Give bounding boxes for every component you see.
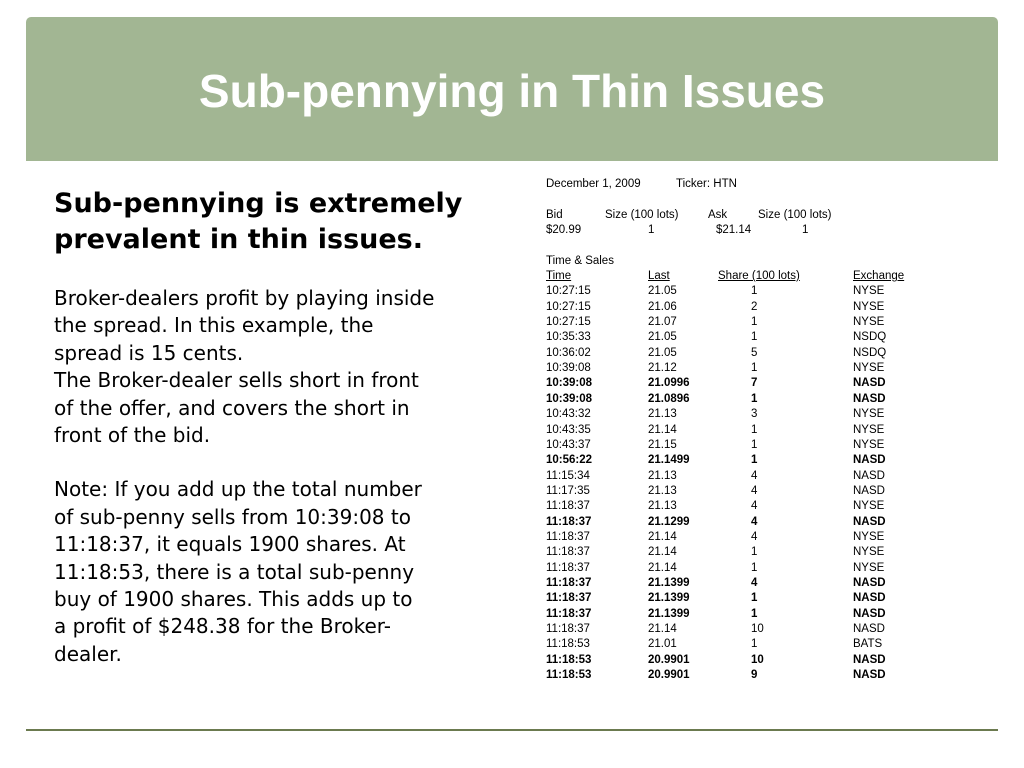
trade-row: [546, 315, 946, 330]
trade-exchange: NYSE: [853, 285, 885, 298]
trade-row: [546, 284, 946, 299]
trade-time: 10:56:22: [546, 454, 593, 467]
trade-exchange: NYSE: [853, 408, 885, 421]
trade-price: 20.9901: [648, 669, 690, 681]
trade-time: 10:39:08: [546, 392, 593, 405]
trade-size: 3: [751, 408, 758, 421]
spacer: [546, 238, 946, 253]
trade-price: 21.05: [648, 346, 677, 359]
time-sales-title-line: [546, 254, 946, 269]
date-label: December 1, 2009: [546, 178, 641, 190]
trade-exchange: NASD: [853, 653, 886, 666]
trade-time: 11:15:34: [546, 469, 590, 482]
trade-exchange: NYSE: [853, 362, 885, 375]
explanation-line: front of the bid.: [54, 423, 211, 448]
trade-time: 11:18:37: [546, 576, 592, 589]
trade-row: [546, 453, 946, 468]
ask-header: Ask: [708, 208, 728, 221]
note-line: 11:18:53, there is a total sub-penny: [54, 559, 415, 584]
trade-price: 21.13: [648, 500, 677, 513]
time-sales-title: Time & Sales: [546, 254, 614, 267]
bid-value: $20.99: [546, 224, 582, 237]
trade-time: 10:36:02: [546, 346, 591, 359]
body-heading-line: prevalent in thin issues.: [54, 224, 424, 255]
trade-size: 1: [751, 316, 758, 329]
trade-exchange: NYSE: [853, 300, 885, 313]
trade-row: [546, 361, 946, 376]
trade-price: 21.1399: [648, 576, 690, 589]
note-paragraph: [54, 476, 504, 668]
trade-time: 11:18:37: [546, 515, 592, 528]
trade-size: 1: [751, 546, 758, 559]
slide-title: Sub-pennying in Thin Issues: [198, 65, 826, 117]
bid-size-header: Size (100 lots): [605, 208, 679, 221]
trade-price: 21.14: [648, 561, 677, 574]
trade-size: 1: [751, 285, 758, 298]
spacer: [54, 258, 504, 285]
trade-time: 11:17:35: [546, 484, 590, 497]
trade-price: 21.0996: [648, 377, 690, 390]
trade-time: 11:18:37: [546, 530, 590, 543]
trade-exchange: NSDQ: [853, 331, 887, 344]
trade-price: 21.14: [648, 546, 677, 559]
trade-price: 21.0896: [648, 392, 690, 405]
trade-size: 4: [751, 515, 758, 528]
trade-size: 1: [751, 638, 758, 651]
note-line: dealer.: [54, 641, 122, 666]
exchange-column-header: Exchange: [853, 270, 905, 283]
trade-row: [546, 330, 946, 345]
trade-price: 21.12: [648, 362, 677, 375]
trade-size: 4: [751, 484, 758, 497]
trade-time: 10:35:33: [546, 331, 591, 344]
spacer: [54, 449, 504, 476]
time-column-header: Time: [546, 270, 572, 283]
last-column-header: Last: [648, 270, 670, 283]
trade-time: 11:18:53: [546, 653, 592, 666]
trade-time: 10:27:15: [546, 300, 591, 313]
trade-row: [546, 607, 946, 622]
note-line: of sub-penny sells from 10:39:08 to: [54, 504, 411, 529]
trade-size: 1: [751, 392, 758, 405]
trade-size: 4: [751, 530, 758, 543]
trade-price: 21.07: [648, 316, 677, 329]
trade-size: 7: [751, 377, 758, 390]
trade-exchange: NASD: [853, 622, 885, 635]
trade-price: 21.1499: [648, 454, 690, 467]
trade-exchange: NASD: [853, 469, 885, 482]
trade-exchange: NASD: [853, 607, 886, 620]
trade-time: 11:18:53: [546, 669, 592, 681]
trade-row: [546, 545, 946, 560]
trade-size: 1: [751, 607, 758, 620]
trade-row: [546, 622, 946, 637]
trade-price: 21.1299: [648, 515, 690, 528]
body-heading-line: Sub-pennying is extremely: [54, 188, 463, 219]
trade-time: 11:18:37: [546, 592, 592, 605]
trade-exchange: NYSE: [853, 561, 885, 574]
trade-time: 11:18:37: [546, 622, 590, 635]
trade-time: 10:43:37: [546, 438, 591, 451]
note-line: a profit of $248.38 for the Broker-: [54, 614, 391, 639]
trade-price: 21.1399: [648, 607, 690, 620]
trade-row: [546, 438, 946, 453]
trade-size: 10: [751, 653, 764, 666]
trade-price: 21.13: [648, 408, 677, 421]
trade-exchange: NYSE: [853, 438, 885, 451]
trade-exchange: NASD: [853, 592, 886, 605]
trade-row: [546, 561, 946, 576]
explanation-line: spread is 15 cents.: [54, 340, 244, 365]
trade-row: [546, 499, 946, 514]
trade-row: [546, 637, 946, 652]
trade-price: 21.14: [648, 530, 677, 543]
trade-exchange: NYSE: [853, 316, 885, 329]
trade-row: [546, 591, 946, 606]
trade-exchange: NASD: [853, 669, 886, 681]
trade-time: 11:18:37: [546, 546, 590, 559]
body-text: [54, 186, 504, 668]
trade-exchange: NYSE: [853, 423, 885, 436]
trade-size: 4: [751, 576, 758, 589]
trade-row: [546, 423, 946, 438]
trade-row: [546, 530, 946, 545]
trade-time: 10:43:35: [546, 423, 591, 436]
ask-size-header: Size (100 lots): [758, 208, 832, 221]
trade-size: 1: [751, 438, 758, 451]
trade-size: 4: [751, 469, 758, 482]
ask-value: $21.14: [716, 224, 752, 237]
note-line: buy of 1900 shares. This adds up to: [54, 587, 413, 612]
trade-time: 11:18:37: [546, 500, 590, 513]
trade-time: 10:27:15: [546, 316, 591, 329]
trade-price: 21.06: [648, 300, 677, 313]
note-line: Note: If you add up the total number: [54, 477, 422, 502]
trade-row: [546, 392, 946, 407]
trade-exchange: NASD: [853, 377, 886, 390]
trade-size: 1: [751, 362, 758, 375]
trade-row: [546, 300, 946, 315]
trade-row: [546, 407, 946, 422]
trade-time: 10:39:08: [546, 377, 593, 390]
trade-size: 5: [751, 346, 758, 359]
title-bar: [26, 17, 998, 161]
explanation-line: the spread. In this example, the: [54, 313, 374, 338]
trade-exchange: BATS: [853, 638, 883, 651]
ask-size-value: 1: [802, 224, 809, 237]
trade-price: 21.05: [648, 285, 677, 298]
trade-price: 20.9901: [648, 653, 690, 666]
note-line: 11:18:37, it equals 1900 shares. At: [54, 532, 406, 557]
trade-size: 2: [751, 300, 758, 313]
trade-exchange: NASD: [853, 576, 886, 589]
explanation-line: The Broker-dealer sells short in front: [54, 368, 419, 393]
bid-header: Bid: [546, 208, 563, 221]
trade-exchange: NASD: [853, 392, 886, 405]
trade-row: [546, 653, 946, 668]
trade-size: 1: [751, 331, 758, 344]
market-data-panel: [546, 177, 946, 683]
spacer: [546, 192, 946, 207]
trade-price: 21.1399: [648, 592, 690, 605]
trade-time: 10:27:15: [546, 285, 591, 298]
trade-price: 21.14: [648, 423, 677, 436]
trade-row: [546, 668, 946, 683]
trade-exchange: NSDQ: [853, 346, 887, 359]
trade-exchange: NASD: [853, 484, 885, 497]
quote-header-line: [546, 208, 946, 223]
time-sales-rows: [546, 284, 946, 683]
trade-exchange: NYSE: [853, 500, 885, 513]
bid-size-value: 1: [648, 224, 655, 237]
trade-price: 21.15: [648, 438, 677, 451]
quote-values-line: [546, 223, 946, 238]
trade-time: 10:43:32: [546, 408, 591, 421]
trade-row: [546, 376, 946, 391]
trade-exchange: NASD: [853, 454, 886, 467]
trade-price: 21.13: [648, 484, 677, 497]
trade-time: 11:18:53: [546, 638, 590, 651]
trade-size: 1: [751, 592, 758, 605]
trade-price: 21.13: [648, 469, 677, 482]
trade-row: [546, 346, 946, 361]
trade-size: 10: [751, 622, 764, 635]
trade-time: 11:18:37: [546, 607, 592, 620]
trade-row: [546, 484, 946, 499]
time-sales-header: [546, 269, 946, 284]
date-ticker-line: [546, 177, 946, 192]
trade-price: 21.01: [648, 638, 677, 651]
trade-price: 21.05: [648, 331, 677, 344]
trade-size: 1: [751, 561, 758, 574]
bottom-divider: [26, 729, 998, 731]
trade-size: 9: [751, 669, 758, 681]
trade-exchange: NYSE: [853, 530, 885, 543]
explanation-line: of the offer, and covers the short in: [54, 395, 410, 420]
trade-time: 10:39:08: [546, 362, 591, 375]
trade-exchange: NYSE: [853, 546, 885, 559]
trade-size: 1: [751, 423, 758, 436]
trade-price: 21.14: [648, 622, 677, 635]
ticker-label: Ticker: HTN: [676, 178, 737, 190]
trade-row: [546, 469, 946, 484]
body-heading: [54, 186, 504, 258]
trade-size: 4: [751, 500, 758, 513]
trade-size: 1: [751, 454, 758, 467]
trade-exchange: NASD: [853, 515, 886, 528]
trade-time: 11:18:37: [546, 561, 590, 574]
trade-row: [546, 515, 946, 530]
share-column-header: Share (100 lots): [718, 270, 800, 283]
explanation-line: Broker-dealers profit by playing inside: [54, 286, 435, 310]
trade-row: [546, 576, 946, 591]
explanation-paragraph: [54, 285, 504, 449]
